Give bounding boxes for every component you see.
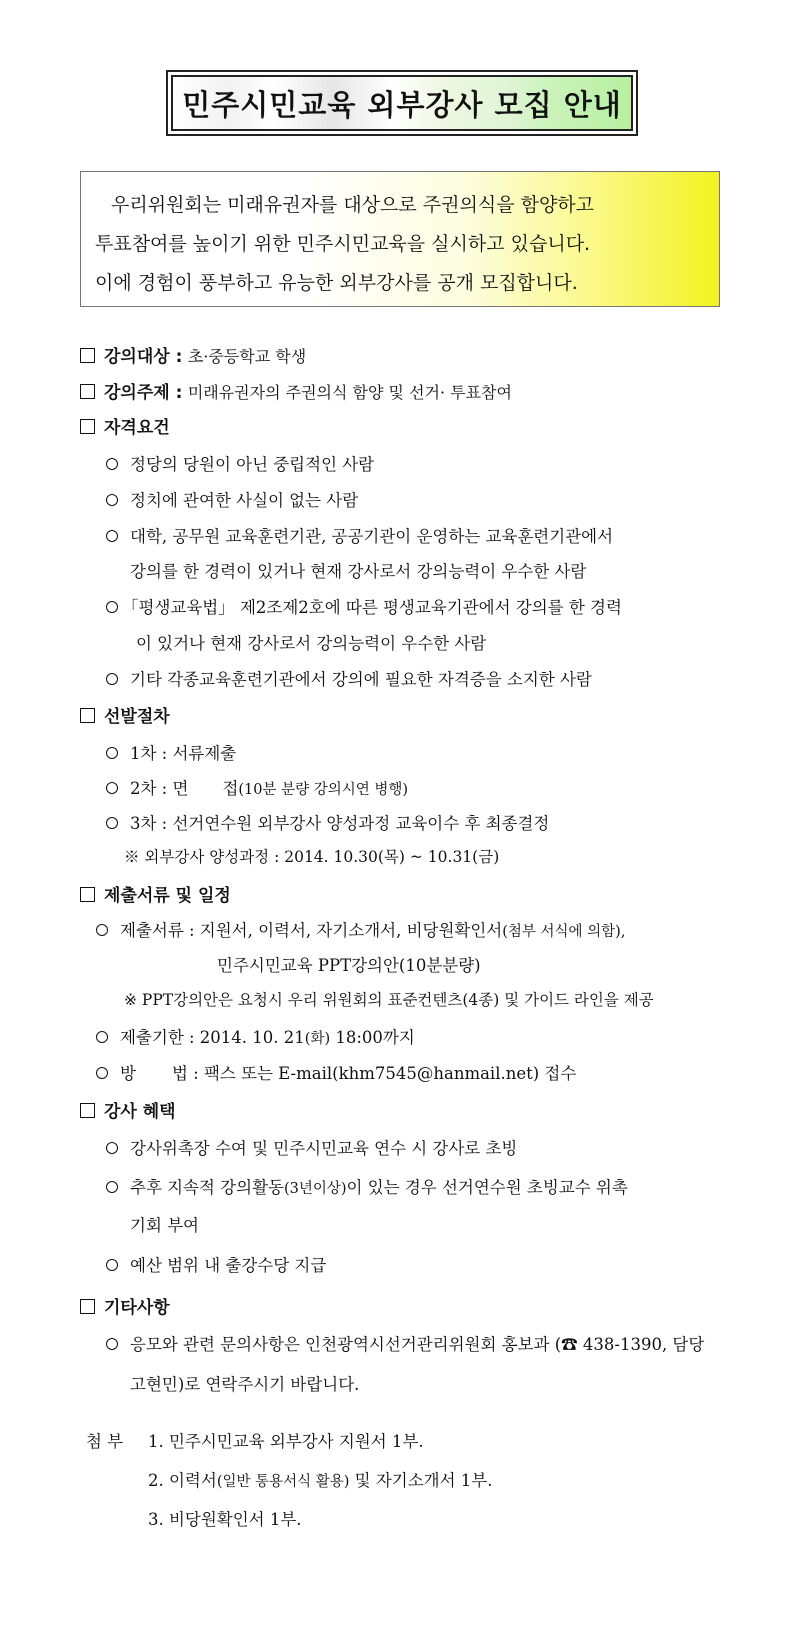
list-item	[106, 775, 408, 799]
section-value: 미래유권자의 주권의식 함양 및 선거· 투표참여	[187, 383, 512, 402]
list-item	[96, 917, 625, 941]
checkbox-square-icon	[80, 1103, 95, 1118]
circle-bullet-icon	[106, 458, 118, 470]
note-text: ※ 외부강사 양성과정 : 2014. 10.30(목) ~ 10.31(금)	[124, 848, 500, 866]
list-item-note: (첨부 서식에 의함),	[502, 924, 626, 940]
list-item-text: 3차 : 선거연수원 외부강사 양성과정 교육이수 후 최종결정	[130, 814, 550, 833]
list-item	[106, 1331, 704, 1355]
list-item	[106, 1252, 326, 1276]
section-label: 자격요건	[104, 418, 170, 438]
section-label: 선발절차	[104, 707, 170, 727]
section-documents	[80, 881, 231, 906]
intro-line-3: 이에 경험이 풍부하고 유능한 외부강사를 공개 모집합니다.	[95, 272, 578, 294]
list-item	[106, 1135, 517, 1159]
checkbox-square-icon	[80, 708, 95, 723]
list-item-text: 1차 : 서류제출	[130, 744, 237, 763]
attachment-item	[148, 1467, 492, 1491]
checkbox-square-icon	[80, 419, 95, 434]
list-item	[106, 451, 374, 475]
list-item-text: 법 : 팩스 또는 E-mail(khm7545@hanmail.net) 접수	[171, 1064, 577, 1083]
section-others	[80, 1293, 170, 1318]
list-item-continuation: 기회 부여	[130, 1216, 200, 1235]
list-item-text: 응모와 관련 문의사항은 인천광역시선거관리위원회 홍보과 (☎ 438-1390, 담당	[130, 1335, 705, 1354]
attachment-note: (일반 통용서식 활용)	[216, 1474, 350, 1490]
list-item-note: (3년이상)	[283, 1181, 347, 1197]
list-item	[106, 666, 592, 690]
checkbox-square-icon	[80, 1299, 95, 1314]
list-item	[96, 1060, 576, 1084]
section-label: 기타사항	[104, 1298, 170, 1318]
circle-bullet-icon	[106, 1259, 118, 1271]
section-label: 제출서류 및 일정	[104, 886, 231, 906]
circle-bullet-icon	[96, 924, 108, 936]
attachment-text: 2. 이력서	[148, 1471, 217, 1490]
list-item	[106, 523, 613, 547]
list-item-text: 「평생교육법」 제2조제2호에 따른 평생교육기관에서 강의를 한 경력	[122, 598, 622, 617]
list-item-text: 제출서류 : 지원서, 이력서, 자기소개서, 비당원확인서	[120, 921, 503, 940]
list-item	[106, 740, 236, 764]
list-item-continuation: 강의를 한 경력이 있거나 현재 강사로서 강의능력이 우수한 사람	[130, 562, 587, 581]
checkbox-square-icon	[80, 348, 95, 363]
page-title: 민주시민교육 외부강사 모집 안내	[182, 87, 622, 122]
list-item-text: 추후 지속적 강의활동	[130, 1178, 284, 1197]
circle-bullet-icon	[106, 530, 118, 542]
section-label: 강의대상 :	[104, 347, 183, 367]
list-item-text: 2차 : 면	[130, 779, 189, 798]
circle-bullet-icon	[106, 782, 118, 794]
note-text: ※ PPT강의안은 요청시 우리 위원회의 표준컨텐츠(4종) 및 가이드 라인을 제공	[124, 991, 654, 1009]
list-item-text: 이 있는 경우 선거연수원 초빙교수 위촉	[346, 1178, 628, 1197]
circle-bullet-icon	[106, 494, 118, 506]
list-item-continuation: 민주시민교육 PPT강의안(10분분량)	[217, 956, 481, 975]
circle-bullet-icon	[96, 1031, 108, 1043]
list-item	[106, 810, 549, 834]
list-item-note: (10분 분량 강의시연 병행)	[238, 782, 409, 798]
circle-bullet-icon	[106, 817, 118, 829]
list-item	[106, 594, 622, 618]
list-item-text: 정당의 당원이 아닌 중립적인 사람	[130, 455, 375, 474]
list-item	[96, 1024, 415, 1048]
checkbox-square-icon	[80, 384, 95, 399]
circle-bullet-icon	[106, 1142, 118, 1154]
attachment-text: 및 자기소개서 1부.	[349, 1471, 493, 1490]
intro-line-2: 투표참여를 높이기 위한 민주시민교육을 실시하고 있습니다.	[95, 233, 591, 255]
circle-bullet-icon	[106, 601, 118, 613]
section-selection	[80, 702, 170, 727]
list-item-text: 방	[120, 1064, 136, 1083]
list-item-text: 강사위촉장 수여 및 민주시민교육 연수 시 강사로 초빙	[130, 1139, 518, 1158]
list-item-continuation: 이 있거나 현재 강사로서 강의능력이 우수한 사람	[136, 634, 487, 653]
circle-bullet-icon	[96, 1067, 108, 1079]
section-qualification	[80, 413, 170, 438]
circle-bullet-icon	[106, 673, 118, 685]
section-label: 강사 혜택	[104, 1102, 176, 1122]
circle-bullet-icon	[106, 747, 118, 759]
list-item-text: 제출기한 : 2014. 10. 21	[120, 1028, 305, 1047]
intro-box	[80, 171, 720, 307]
list-item-text: 접	[222, 779, 239, 798]
list-item-note: (화)	[304, 1031, 331, 1047]
attachments-label: 첨 부	[86, 1432, 124, 1451]
section-target	[80, 342, 306, 367]
attachment-item: 3. 비당원확인서 1부.	[148, 1510, 302, 1529]
circle-bullet-icon	[106, 1181, 118, 1193]
list-item-text: 대학, 공무원 교육훈련기관, 공공기관이 운영하는 교육훈련기관에서	[130, 527, 614, 546]
list-item-text: 정치에 관여한 사실이 없는 사람	[130, 491, 359, 510]
attachment-item: 1. 민주시민교육 외부강사 지원서 1부.	[148, 1432, 424, 1451]
checkbox-square-icon	[80, 887, 95, 902]
circle-bullet-icon	[106, 1338, 118, 1350]
list-item-text: 18:00까지	[330, 1028, 415, 1047]
list-item-text: 예산 범위 내 출강수당 지급	[130, 1256, 327, 1275]
section-label: 강의주제 :	[104, 383, 183, 403]
section-value: 초·중등학교 학생	[187, 347, 307, 366]
list-item	[106, 1174, 628, 1198]
title-inner	[171, 75, 633, 131]
list-item-text: 기타 각종교육훈련기관에서 강의에 필요한 자격증을 소지한 사람	[130, 670, 592, 689]
section-benefits	[80, 1097, 176, 1122]
title-box	[166, 70, 638, 136]
intro-line-1: 우리위원회는 미래유권자를 대상으로 주권의식을 함양하고	[111, 194, 595, 216]
list-item	[106, 487, 358, 511]
list-item-continuation: 고현민)로 연락주시기 바랍니다.	[130, 1375, 360, 1394]
section-topic	[80, 378, 512, 403]
